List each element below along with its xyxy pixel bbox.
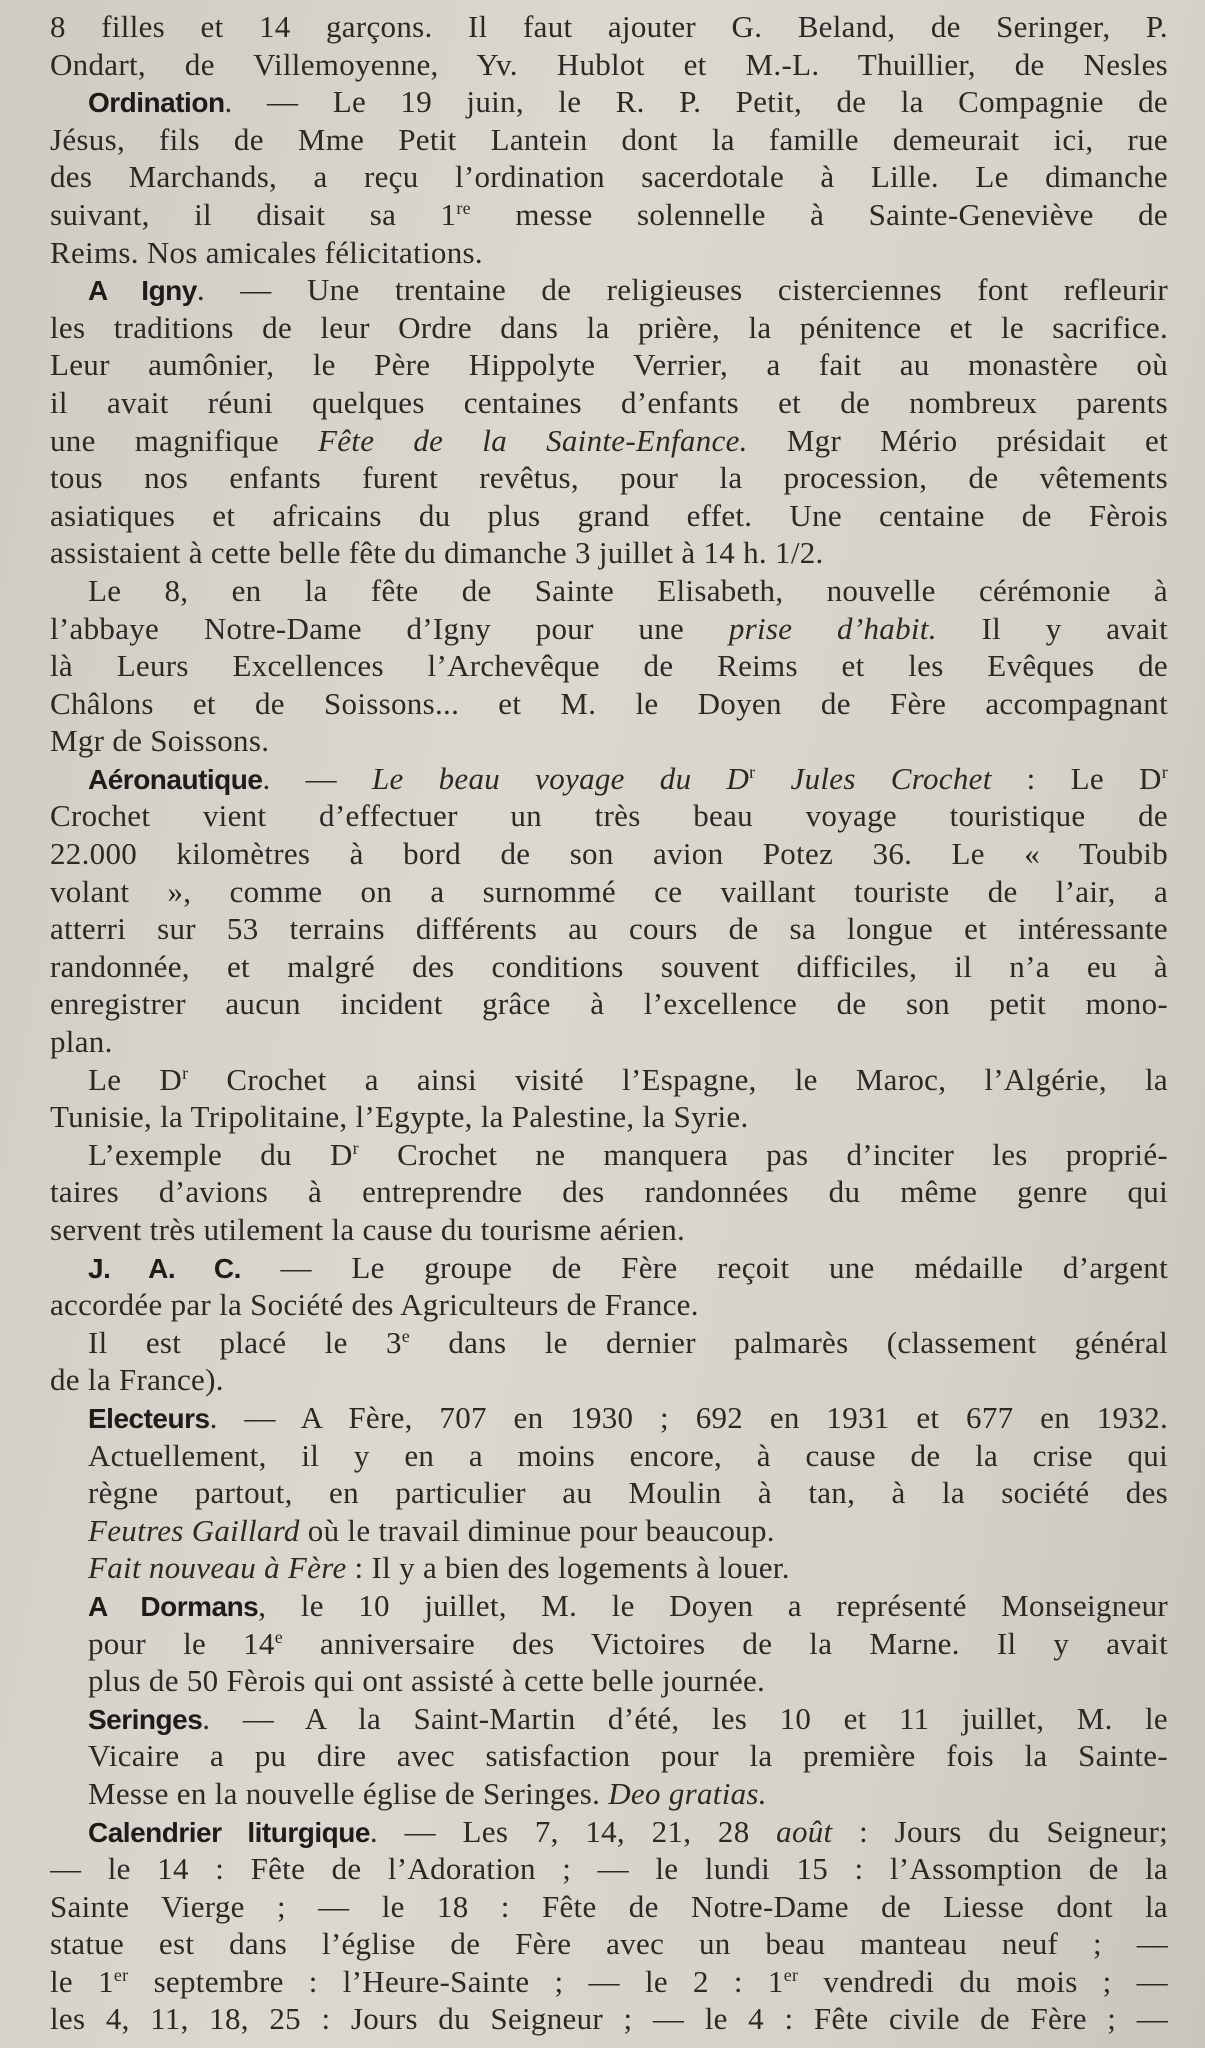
text-segment: . — Une trentaine de religieuses cisterciennes font refleurir <box>196 272 1168 308</box>
text-line <box>50 1700 1168 1738</box>
text-line <box>50 309 1168 347</box>
text-line <box>50 1737 1168 1775</box>
text-segment: où le travail diminue pour beaucoup. <box>299 1512 775 1548</box>
text-segment: de la France). <box>50 1362 224 1398</box>
text-line <box>50 1775 1168 1813</box>
text-segment: . — A Fère, 707 en 1930 ; 692 en 1931 et 677 en 1932. <box>209 1399 1168 1435</box>
text-segment: là Leurs Excellences l’Archevêque de Reims et les Evêques de <box>50 648 1168 684</box>
text-line <box>50 534 1168 572</box>
section-heading: Aéronautique <box>88 763 263 795</box>
text-segment: Vicaire a pu dire avec satisfaction pour la première fois la Sainte- <box>88 1738 1168 1774</box>
section-heading: J. A. C. <box>88 1252 241 1284</box>
text-segment: asiatiques et africains du plus grand effet. Une centaine de Fèrois <box>50 497 1168 533</box>
text-line <box>50 234 1168 272</box>
text-segment: . — <box>262 760 372 796</box>
text-segment: 22.000 kilomètres à bord de son avion Potez 36. Le « Toubib <box>50 836 1168 872</box>
text-line <box>50 384 1168 422</box>
text-segment: Le D <box>88 1061 183 1097</box>
text-segment: Tunisie, la Tripolitaine, l’Egypte, la Palestine, la Syrie. <box>50 1099 749 1135</box>
text-segment: Leur aumônier, le Père Hippolyte Verrier, a fait au monastère où <box>50 347 1168 383</box>
text-segment: une magnifique <box>50 422 318 458</box>
text-line <box>50 1662 1168 1700</box>
text-line <box>50 459 1168 497</box>
italic-text: prise d’habit. <box>728 610 937 646</box>
section-heading: Seringes <box>88 1703 203 1735</box>
text-segment: Mgr Mério présidait et <box>747 422 1168 458</box>
text-segment: . — A la Saint-Martin d’été, les 10 et 11 juillet, M. le <box>202 1700 1168 1736</box>
text-line <box>50 835 1168 873</box>
text-segment: atterri sur 53 terrains différents au cours de sa longue et intéressante <box>50 911 1168 947</box>
text-segment: Sainte Vierge ; — le 18 : Fête de Notre-Dame de Liesse dont la <box>50 1888 1168 1924</box>
text-segment: . — Les 7, 14, 21, 28 <box>369 1813 777 1849</box>
text-segment: : Il y a bien des logements à louer. <box>346 1550 790 1586</box>
text-line <box>50 1211 1168 1249</box>
text-segment: suivant, il disait sa 1 <box>50 196 457 232</box>
text-line <box>50 271 1168 309</box>
text-line <box>50 572 1168 610</box>
italic-text: Le beau voyage du D <box>371 760 750 796</box>
text-line <box>50 1173 1168 1211</box>
text-segment: dans le dernier palmarès (classement général <box>410 1324 1168 1360</box>
text-line <box>50 83 1168 121</box>
text-segment: anniversaire des Victoires de la Marne. Il y avait <box>283 1625 1168 1661</box>
italic-text: Fête de la Sainte-Enfance. <box>318 422 748 458</box>
section-heading: A Igny <box>88 275 197 307</box>
text-segment: servent très utilement la cause du tourisme aérien. <box>50 1212 686 1247</box>
text-line <box>50 46 1168 84</box>
italic-text: Fait nouveau à Fère <box>88 1550 347 1586</box>
text-line <box>50 196 1168 234</box>
document-page <box>50 8 1168 2038</box>
text-line <box>50 1437 1168 1475</box>
text-line <box>50 760 1168 798</box>
text-segment: les 4, 11, 18, 25 : Jours du Seigneur ; — le 4 : Fête civile de Fère ; — <box>50 2001 1168 2037</box>
text-line <box>50 1324 1168 1362</box>
text-segment: Châlons et de Soissons... et M. le Doyen de Fère accompagnant <box>50 685 1168 721</box>
text-line <box>50 1587 1168 1625</box>
text-segment: enregistrer aucun incident grâce à l’excellence de son petit mono- <box>50 986 1168 1022</box>
text-segment: Jésus, fils de Mme Petit Lantein dont la famille demeurait ici, rue <box>50 121 1168 157</box>
text-line <box>50 1361 1168 1399</box>
text-line <box>50 1925 1168 1963</box>
text-segment: vendredi du mois ; — <box>798 1963 1168 1999</box>
superscript: r <box>1161 761 1168 782</box>
superscript: e <box>274 1626 283 1647</box>
text-line <box>50 158 1168 196</box>
text-segment: Messe en la nouvelle église de Seringes. <box>88 1775 609 1811</box>
text-segment: randonnée, et malgré des conditions souvent difficiles, il n’a eu à <box>50 948 1168 984</box>
text-segment: L’exemple du D <box>88 1136 353 1172</box>
section-heading: Electeurs <box>88 1402 210 1434</box>
text-segment: plan. <box>50 1024 113 1060</box>
text-line <box>50 722 1168 760</box>
section-heading: Calendrier liturgique <box>88 1816 370 1848</box>
text-segment: Il est placé le 3 <box>88 1324 402 1360</box>
text-segment: règne partout, en particulier au Moulin à tan, à la société des <box>88 1475 1168 1511</box>
text-line <box>50 497 1168 535</box>
text-line <box>50 1474 1168 1512</box>
superscript: re <box>456 197 471 218</box>
superscript: e <box>401 1325 411 1346</box>
text-line <box>50 1512 1168 1550</box>
italic-text: Deo gratias. <box>608 1775 767 1811</box>
section-heading: Ordination <box>88 87 225 119</box>
text-segment: 8 filles et 14 garçons. Il faut ajouter G. Beland, de Seringer, P. <box>50 9 1168 44</box>
text-segment: messe solennelle à Sainte-Geneviève de <box>470 196 1168 232</box>
text-segment: Le 8, en la fête de Sainte Elisabeth, nouvelle cérémonie à <box>88 572 1168 608</box>
text-line <box>50 422 1168 460</box>
superscript: er <box>783 1964 799 1985</box>
text-segment: il avait réuni quelques centaines d’enfants et de nombreux parents <box>50 384 1168 420</box>
superscript: r <box>352 1137 359 1158</box>
text-line <box>50 1023 1168 1061</box>
text-segment: Mgr de Soissons. <box>50 723 270 759</box>
text-line <box>50 985 1168 1023</box>
text-segment: les traditions de leur Ordre dans la prière, la pénitence et le sacrifice. <box>50 309 1168 345</box>
italic-text: août <box>776 1813 833 1849</box>
text-segment: le 1 <box>50 1963 114 1999</box>
text-line <box>50 8 1168 46</box>
text-line <box>50 1061 1168 1099</box>
text-segment: , le 10 juillet, M. le Doyen a représenté Monseigneur <box>258 1587 1168 1623</box>
text-segment: taires d’avions à entreprendre des randonnées du même genre qui <box>50 1174 1168 1210</box>
text-segment: . — Le 19 juin, le R. P. Petit, de la Compagnie de <box>224 84 1168 120</box>
text-segment: Il y avait <box>936 610 1168 646</box>
text-segment: Crochet ne manquera pas d’inciter les proprié- <box>358 1136 1168 1172</box>
text-line <box>50 2000 1168 2038</box>
italic-text: Feutres Gaillard <box>88 1512 300 1548</box>
text-line <box>50 873 1168 911</box>
text-segment: des Marchands, a reçu l’ordination sacerdotale à Lille. Le dimanche <box>50 159 1168 195</box>
text-segment: plus de 50 Fèrois qui ont assisté à cette belle journée. <box>88 1663 766 1699</box>
text-segment: septembre : l’Heure-Sainte ; — le 2 : 1 <box>128 1963 784 1999</box>
text-segment: Crochet a ainsi visité l’Espagne, le Maroc, l’Algérie, la <box>188 1061 1168 1097</box>
text-line <box>50 1813 1168 1851</box>
text-segment: : Jours du Seigneur; <box>832 1813 1168 1849</box>
text-line <box>50 1888 1168 1926</box>
text-line <box>50 1963 1168 2001</box>
text-segment: tous nos enfants furent revêtus, pour la procession, de vêtements <box>50 460 1168 496</box>
text-line <box>50 1549 1168 1587</box>
text-line <box>50 1136 1168 1174</box>
text-line <box>50 948 1168 986</box>
text-line <box>50 910 1168 948</box>
superscript: r <box>749 761 756 782</box>
text-segment: accordée par la Société des Agriculteurs de France. <box>50 1287 699 1323</box>
text-segment: assistaient à cette belle fête du dimanche 3 juillet à 14 h. 1/2. <box>50 535 824 571</box>
text-line <box>50 1850 1168 1888</box>
text-line <box>50 1249 1168 1287</box>
text-segment: Crochet vient d’effectuer un très beau voyage touristique de <box>50 798 1168 834</box>
superscript: r <box>182 1062 189 1083</box>
text-line <box>50 685 1168 723</box>
text-segment: : Le D <box>991 760 1162 796</box>
text-line <box>50 1625 1168 1663</box>
text-segment: — le 14 : Fête de l’Adoration ; — le lundi 15 : l’Assomption de la <box>50 1851 1168 1887</box>
text-line <box>50 610 1168 648</box>
text-segment: volant », comme on a surnommé ce vaillant touriste de l’air, a <box>50 873 1168 909</box>
text-segment: Reims. Nos amicales félicitations. <box>50 234 483 270</box>
text-line <box>50 797 1168 835</box>
text-line <box>50 1098 1168 1136</box>
text-segment: l’abbaye Notre-Dame d’Igny pour une <box>50 610 729 646</box>
text-line <box>50 1286 1168 1324</box>
text-line <box>50 1399 1168 1437</box>
text-line <box>50 647 1168 685</box>
text-line <box>50 121 1168 159</box>
text-segment: Actuellement, il y en a moins encore, à cause de la crise qui <box>88 1437 1168 1473</box>
text-segment: — Le groupe de Fère reçoit une médaille d’argent <box>240 1249 1168 1285</box>
superscript: er <box>113 1964 129 1985</box>
text-segment: statue est dans l’église de Fère avec un beau manteau neuf ; — <box>50 1926 1168 1962</box>
text-segment: pour le 14 <box>88 1625 275 1661</box>
text-segment: Ondart, de Villemoyenne, Yv. Hublot et M.-L. Thuillier, de Nesles <box>50 46 1168 82</box>
text-line <box>50 346 1168 384</box>
italic-text: Jules Crochet <box>755 760 992 796</box>
section-heading: A Dormans <box>88 1590 259 1622</box>
